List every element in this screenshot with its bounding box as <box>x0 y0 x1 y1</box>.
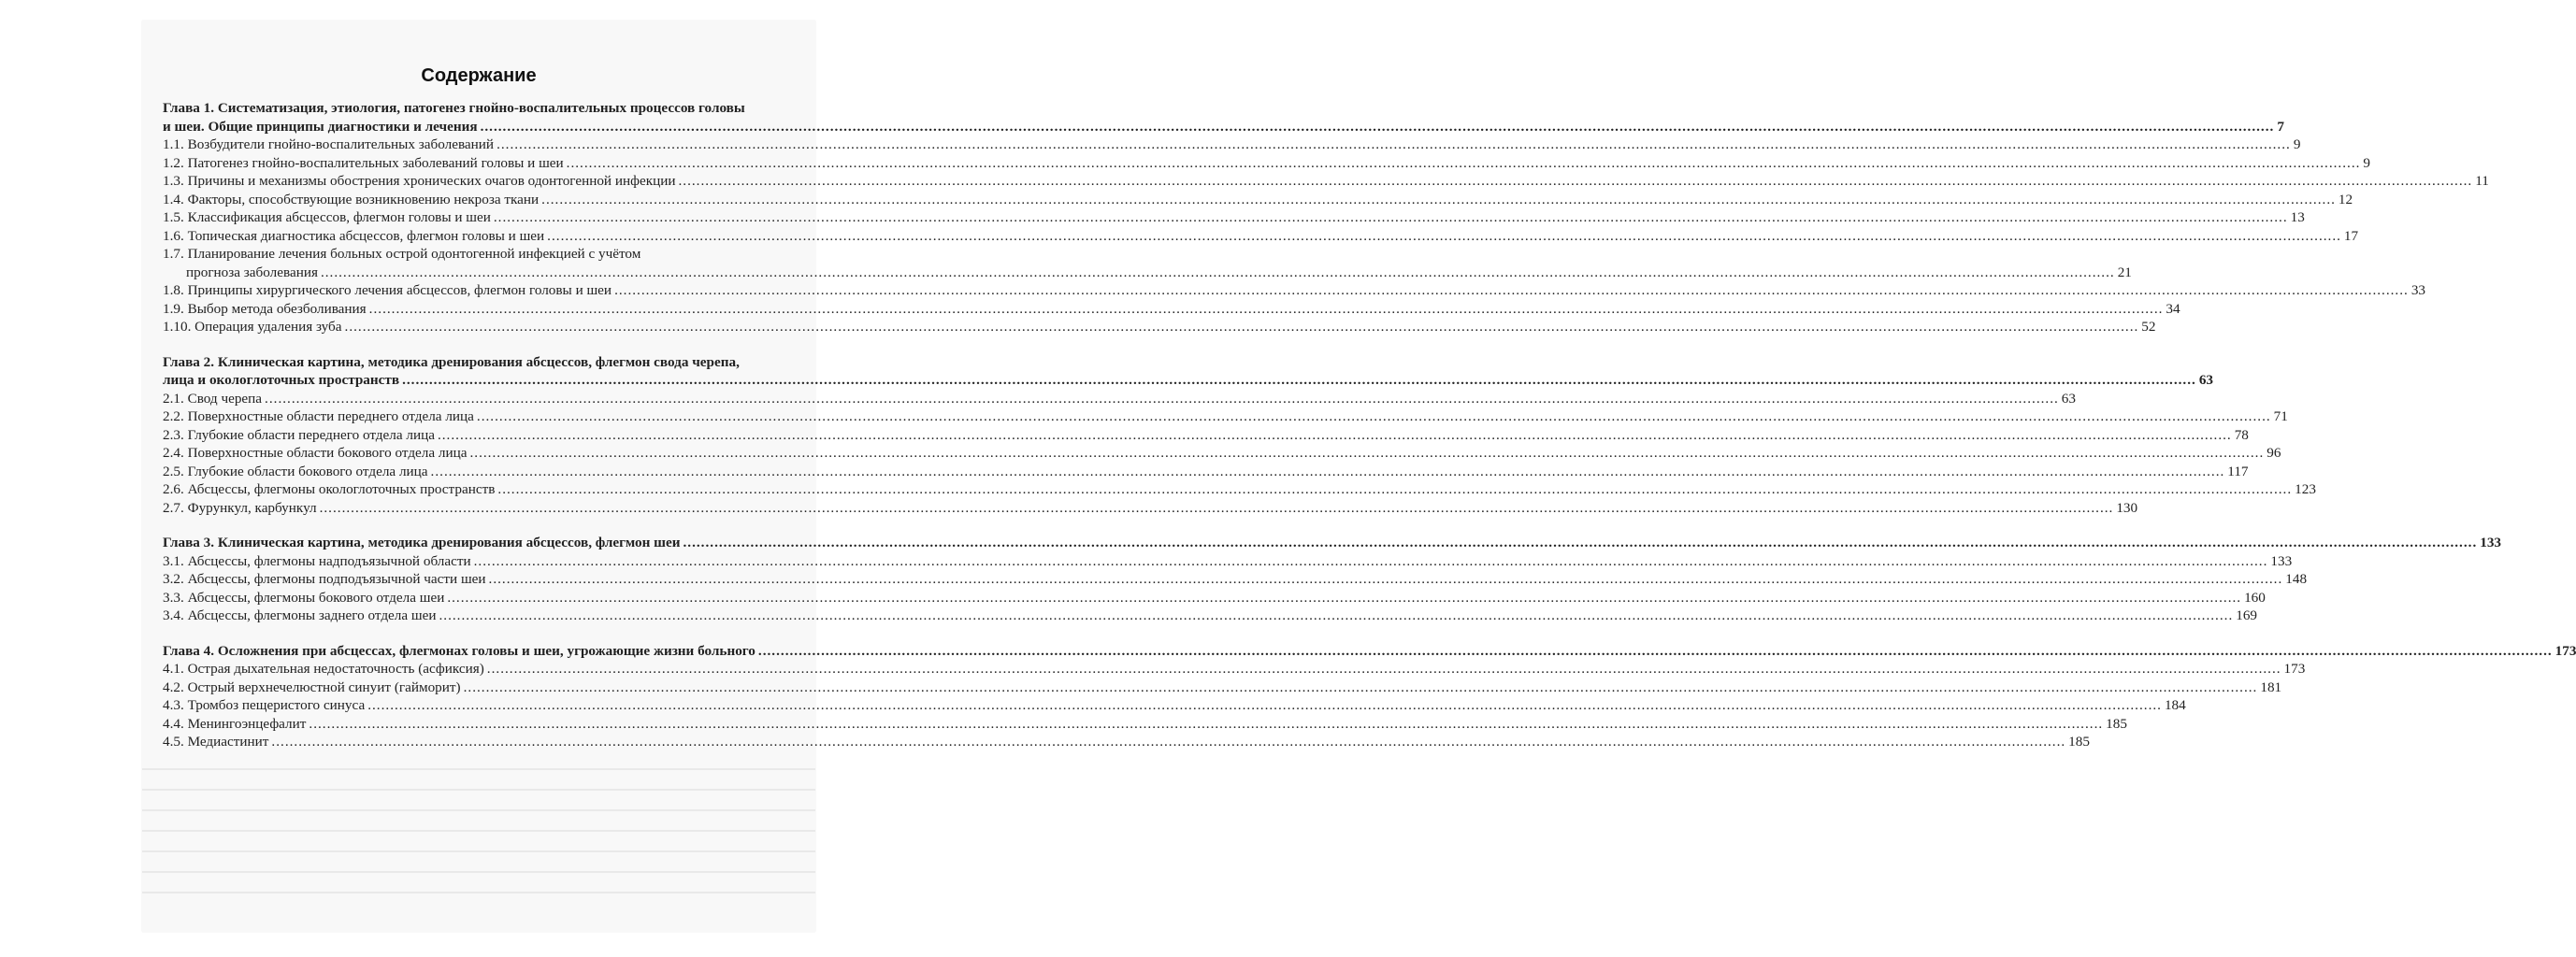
chapter-entry <box>163 371 2213 390</box>
leader-dots: ................................................................................................................................................................................................................................................................................................................................................................................................................ <box>320 264 2115 280</box>
chapter-title-line: Глава 1. Систематизация, этиология, патогенез гнойно-воспалительных процессов головы <box>163 100 745 116</box>
section-entry-text: 1.6. Топическая диагностика абсцессов, флегмон головы и шеи <box>163 227 545 244</box>
leader-dots: ................................................................................................................................................................................................................................................................................................................................................................................................................ <box>309 715 2104 732</box>
page-number: 181 <box>2260 678 2282 695</box>
section-entry <box>163 733 2090 751</box>
section-entry <box>163 444 2281 463</box>
book-page <box>142 21 2576 932</box>
section-entry-text: 2.5. Глубокие области бокового отдела лица <box>163 463 428 479</box>
page-number: 11 <box>2475 173 2489 189</box>
section-entry <box>163 678 2282 697</box>
leader-dots: ................................................................................................................................................................................................................................................................................................................................................................................................................ <box>439 607 2234 623</box>
section-entry <box>163 463 2249 481</box>
leader-dots: ................................................................................................................................................................................................................................................................................................................................................................................................................ <box>476 408 2271 424</box>
section-entry <box>163 281 2425 300</box>
leader-dots: ................................................................................................................................................................................................................................................................................................................................................................................................................ <box>493 209 2288 225</box>
section-entry-text: 1.2. Патогенез гнойно-воспалительных заболеваний головы и шеи <box>163 154 564 171</box>
leader-dots: ................................................................................................................................................................................................................................................................................................................................................................................................................ <box>614 282 2409 298</box>
leader-dots: ................................................................................................................................................................................................................................................................................................................................................................................................................ <box>566 154 2361 171</box>
section-entry <box>163 208 2305 227</box>
page-number: 133 <box>2480 535 2502 550</box>
leader-dots: ................................................................................................................................................................................................................................................................................................................................................................................................................ <box>480 118 2275 135</box>
page-number: 34 <box>2166 300 2180 317</box>
page-number: 63 <box>2198 372 2213 388</box>
leader-dots: ................................................................................................................................................................................................................................................................................................................................................................................................................ <box>344 319 2139 335</box>
section-entry-text: 1.5. Классификация абсцессов, флегмон головы и шеи <box>163 209 491 225</box>
leader-dots: ................................................................................................................................................................................................................................................................................................................................................................................................................ <box>430 463 2225 479</box>
page-number: 160 <box>2244 589 2266 606</box>
chapter-entry-text: лица и окологлоточных пространств <box>163 372 400 388</box>
section-entry <box>163 136 2301 154</box>
page-number: 173 <box>2554 642 2576 659</box>
section-entry <box>163 499 2138 518</box>
section-entry-text: 3.3. Абсцессы, флегмоны бокового отдела шеи <box>163 589 445 606</box>
section-entry <box>163 426 2249 445</box>
page-number: 12 <box>2338 191 2353 207</box>
section-entry-text: 1.1. Возбудители гнойно-воспалительных заболеваний <box>163 136 495 152</box>
section-entry-text: 1.10. Операция удаления зуба <box>163 319 342 335</box>
table-of-contents <box>163 99 2576 751</box>
section-entry-text: 4.2. Острый верхнечелюстной синуит (гайморит) <box>163 678 461 695</box>
section-entry <box>163 570 2308 589</box>
leader-dots: ................................................................................................................................................................................................................................................................................................................................................................................................................ <box>486 661 2281 677</box>
leader-dots: ................................................................................................................................................................................................................................................................................................................................................................................................................ <box>757 642 2553 659</box>
section-title-line: 1.7. Планирование лечения больных острой одонтогенной инфекцией с учётом <box>163 246 641 262</box>
page-title: Содержание <box>421 65 537 86</box>
section-entry <box>163 660 2306 678</box>
section-entry <box>163 318 2156 336</box>
leader-dots: ................................................................................................................................................................................................................................................................................................................................................................................................................ <box>367 697 2162 713</box>
section-entry <box>163 227 2359 246</box>
section-entry <box>163 715 2127 734</box>
section-entry-text: 3.1. Абсцессы, флегмоны надподъязычной области <box>163 552 471 569</box>
chapter-entry-text: и шеи. Общие принципы диагностики и лечения <box>163 118 478 135</box>
section-entry-text: 4.3. Тромбоз пещеристого синуса <box>163 697 366 713</box>
leader-dots: ................................................................................................................................................................................................................................................................................................................................................................................................................ <box>497 481 2293 497</box>
section-entry <box>163 390 2076 408</box>
page-number: 71 <box>2273 408 2288 424</box>
page-number: 173 <box>2283 661 2306 677</box>
leader-dots: ................................................................................................................................................................................................................................................................................................................................................................................................................ <box>271 734 2066 750</box>
leader-dots: ................................................................................................................................................................................................................................................................................................................................................................................................................ <box>541 191 2336 207</box>
section-entry-text: 2.7. Фурункул, карбункул <box>163 499 317 516</box>
page-number: 117 <box>2227 463 2249 479</box>
page-number: 52 <box>2141 319 2156 335</box>
chapter-entry <box>163 642 2576 661</box>
section-entry-text: 4.1. Острая дыхательная недостаточность (асфиксия) <box>163 661 484 677</box>
page-number: 185 <box>2068 734 2090 750</box>
section-entry-text: 2.6. Абсцессы, флегмоны окологлоточных пространств <box>163 481 496 497</box>
leader-dots: ................................................................................................................................................................................................................................................................................................................................................................................................................ <box>488 571 2283 587</box>
section-entry-text: 4.4. Менингоэнцефалит <box>163 715 307 732</box>
section-entry-text: 2.2. Поверхностные области переднего отдела лица <box>163 408 474 424</box>
page-number: 63 <box>2061 390 2076 407</box>
leader-dots: ................................................................................................................................................................................................................................................................................................................................................................................................................ <box>496 136 2291 152</box>
page-number: 185 <box>2106 715 2127 732</box>
page-number: 13 <box>2290 209 2305 225</box>
leader-dots: ................................................................................................................................................................................................................................................................................................................................................................................................................ <box>437 426 2232 443</box>
chapter-entry-text: Глава 4. Осложнения при абсцессах, флегмонах головы и шеи, угрожающие жизни больного <box>163 642 756 659</box>
section-entry-text: 1.4. Факторы, способствующие возникновению некроза ткани <box>163 191 540 207</box>
chapter-gap <box>163 625 799 642</box>
section-entry-text: 1.3. Причины и механизмы обострения хронических очагов одонтогенной инфекции <box>163 173 676 189</box>
section-entry-text: 2.1. Свод черепа <box>163 390 263 407</box>
page-number: 9 <box>2363 154 2370 171</box>
page-number: 130 <box>2116 499 2138 516</box>
section-entry <box>163 480 2316 499</box>
page-number: 9 <box>2293 136 2301 152</box>
chapter-title-line: Глава 2. Клиническая картина, методика дренирования абсцессов, флегмон свода черепа, <box>163 353 740 370</box>
page-number: 96 <box>2267 445 2281 461</box>
section-entry <box>163 607 2258 625</box>
leader-dots: ................................................................................................................................................................................................................................................................................................................................................................................................................ <box>265 390 2059 407</box>
leader-dots: ................................................................................................................................................................................................................................................................................................................................................................................................................ <box>447 589 2242 606</box>
leader-dots: ................................................................................................................................................................................................................................................................................................................................................................................................................ <box>368 300 2164 317</box>
section-entry <box>163 696 2186 715</box>
leader-dots: ................................................................................................................................................................................................................................................................................................................................................................................................................ <box>473 552 2268 569</box>
page-number: 17 <box>2343 227 2359 244</box>
section-entry-text: 3.4. Абсцессы, флегмоны заднего отдела шеи <box>163 607 437 623</box>
section-entry <box>163 300 2180 319</box>
page-number: 78 <box>2234 426 2249 443</box>
section-entry <box>163 407 2288 426</box>
section-entry <box>163 172 2489 191</box>
page-number: 7 <box>2277 118 2284 135</box>
section-entry-text: 1.9. Выбор метода обезболивания <box>163 300 367 317</box>
chapter-entry-text: Глава 3. Клиническая картина, методика дренирования абсцессов, флегмон шеи <box>163 535 681 550</box>
leader-dots: ................................................................................................................................................................................................................................................................................................................................................................................................................ <box>402 372 2196 388</box>
section-entry <box>163 264 2132 282</box>
page-number: 133 <box>2270 552 2293 569</box>
page-number: 21 <box>2117 264 2132 280</box>
page-number: 169 <box>2236 607 2258 623</box>
leader-dots: ................................................................................................................................................................................................................................................................................................................................................................................................................ <box>683 535 2478 550</box>
section-entry-text: 2.3. Глубокие области переднего отдела лица <box>163 426 435 443</box>
section-entry <box>163 154 2370 173</box>
section-entry <box>163 589 2266 607</box>
page-number: 123 <box>2295 481 2316 497</box>
leader-dots: ................................................................................................................................................................................................................................................................................................................................................................................................................ <box>463 678 2258 695</box>
chapter-gap <box>163 517 799 534</box>
page-number: 33 <box>2411 282 2425 298</box>
leader-dots: ................................................................................................................................................................................................................................................................................................................................................................................................................ <box>319 499 2114 516</box>
page-number: 148 <box>2285 571 2308 587</box>
section-entry-text: прогноза заболевания <box>186 264 318 280</box>
section-entry <box>163 552 2293 571</box>
section-entry-text: 2.4. Поверхностные области бокового отдела лица <box>163 445 468 461</box>
section-entry-text: 3.2. Абсцессы, флегмоны подподъязычной части шеи <box>163 571 486 587</box>
chapter-entry <box>163 118 2284 136</box>
bleed-through-text <box>142 768 815 908</box>
chapter-gap <box>163 336 799 353</box>
leader-dots: ................................................................................................................................................................................................................................................................................................................................................................................................................ <box>547 227 2341 244</box>
section-entry-text: 1.8. Принципы хирургического лечения абсцессов, флегмон головы и шеи <box>163 282 612 298</box>
leader-dots: ................................................................................................................................................................................................................................................................................................................................................................................................................ <box>678 173 2473 189</box>
page-number: 184 <box>2164 697 2186 713</box>
section-entry-text: 4.5. Медиастинит <box>163 734 269 750</box>
chapter-entry <box>163 534 2502 552</box>
section-entry <box>163 191 2353 209</box>
leader-dots: ................................................................................................................................................................................................................................................................................................................................................................................................................ <box>469 445 2265 461</box>
